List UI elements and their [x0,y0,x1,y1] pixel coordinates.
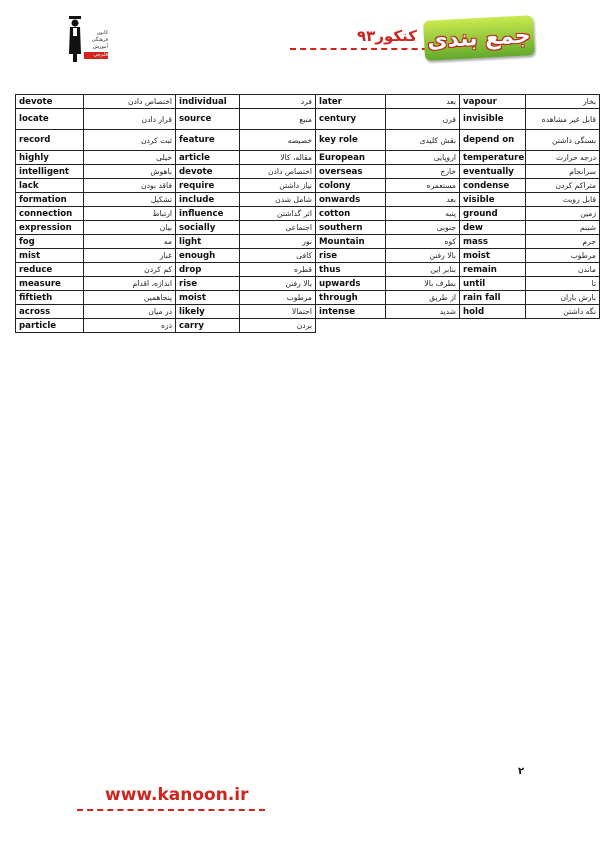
persian-meaning: بنابر این [386,263,460,277]
english-word: socially [176,221,240,235]
english-word: enough [176,249,240,263]
persian-meaning: پنبه [386,207,460,221]
persian-meaning: خیلی [84,151,176,165]
persian-meaning: اختصاص دادن [84,95,176,109]
english-word: colony [316,179,386,193]
persian-meaning: ارتباط [84,207,176,221]
english-word: rise [176,277,240,291]
english-word: measure [16,277,84,291]
english-word: until [460,277,526,291]
english-word: include [176,193,240,207]
persian-meaning: قطره [240,263,316,277]
empty-cell [460,319,526,333]
persian-meaning: جرم [526,235,600,249]
english-word: southern [316,221,386,235]
english-word: connection [16,207,84,221]
persian-meaning: بیان [84,221,176,235]
persian-meaning: جنوبی [386,221,460,235]
persian-meaning: بخار [526,95,600,109]
table-row [16,221,600,235]
table-row [16,249,600,263]
english-word: require [176,179,240,193]
english-word: upwards [316,277,386,291]
english-word: vapour [460,95,526,109]
persian-meaning: قابل رویت [526,193,600,207]
table-row [16,263,600,277]
persian-meaning: پنجاهمین [84,291,176,305]
persian-meaning: از طریق [386,291,460,305]
persian-meaning: نگه داشتن [526,305,600,319]
table-row [16,291,600,305]
logo-brand: قلم‌چی [84,52,108,59]
english-word: locate [16,109,84,130]
table-row [16,95,600,109]
persian-meaning: شدید [386,305,460,319]
persian-meaning: شبنم [526,221,600,235]
persian-meaning: منبع [240,109,316,130]
persian-meaning: غبار [84,249,176,263]
table-row [16,130,600,151]
english-word: rain fall [460,291,526,305]
persian-meaning: مستعمره [386,179,460,193]
english-word: intelligent [16,165,84,179]
english-word: light [176,235,240,249]
english-word: moist [460,249,526,263]
table-row [16,165,600,179]
english-word: through [316,291,386,305]
english-word: likely [176,305,240,319]
english-word: carry [176,319,240,333]
persian-meaning: بطرف بالا [386,277,460,291]
persian-meaning: خصیصه [240,130,316,151]
persian-meaning: بردن [240,319,316,333]
persian-meaning: ثبت کردن [84,130,176,151]
english-word: moist [176,291,240,305]
english-word: particle [16,319,84,333]
persian-meaning: کافی [240,249,316,263]
english-word: invisible [460,109,526,130]
persian-meaning: اندازه، اقدام [84,277,176,291]
table-row [16,277,600,291]
page-header [0,0,600,80]
persian-meaning: باهوش [84,165,176,179]
persian-meaning: مرطوب [240,291,316,305]
english-word: mist [16,249,84,263]
english-word: intense [316,305,386,319]
english-word: hold [460,305,526,319]
persian-meaning: نور [240,235,316,249]
english-word: influence [176,207,240,221]
persian-meaning: بارش باران [526,291,600,305]
english-word: temperature [460,151,526,165]
persian-meaning: نیاز داشتن [240,179,316,193]
persian-meaning: بالا رفتن [386,249,460,263]
persian-meaning: قرار دادن [84,109,176,130]
english-word: remain [460,263,526,277]
vocabulary-table [15,94,600,333]
persian-meaning: تا [526,277,600,291]
english-word: European [316,151,386,165]
table-row [16,305,600,319]
table-row [16,151,600,165]
page-number: ۲ [518,766,525,777]
table-row [16,235,600,249]
persian-meaning: کوه [386,235,460,249]
persian-meaning: در میان [84,305,176,319]
english-word: dew [460,221,526,235]
english-word: reduce [16,263,84,277]
persian-meaning: اختصاص دادن [240,165,316,179]
english-word: record [16,130,84,151]
persian-meaning: خارج [386,165,460,179]
footer-url[interactable]: www.kanoon.ir [105,785,249,805]
english-word: ground [460,207,526,221]
persian-meaning: سرانجام [526,165,600,179]
persian-meaning: ماندن [526,263,600,277]
english-word: lack [16,179,84,193]
persian-meaning: بستگی داشتن [526,130,600,151]
persian-meaning: ذره [84,319,176,333]
persian-meaning: مرطوب [526,249,600,263]
english-word: rise [316,249,386,263]
persian-meaning: شامل شدن [240,193,316,207]
english-word: overseas [316,165,386,179]
english-word: devote [176,165,240,179]
english-word: depend on [460,130,526,151]
english-word: article [176,151,240,165]
english-word: century [316,109,386,130]
english-word: expression [16,221,84,235]
persian-meaning: اجتماعی [240,221,316,235]
english-word: fiftieth [16,291,84,305]
english-word: eventually [460,165,526,179]
persian-meaning: فاقد بودن [84,179,176,193]
table-row [16,193,600,207]
english-word: feature [176,130,240,151]
badge-title: جمع بندی [426,22,532,54]
english-word: visible [460,193,526,207]
english-word: individual [176,95,240,109]
english-word: key role [316,130,386,151]
persian-meaning: اروپایی [386,151,460,165]
english-word: cotton [316,207,386,221]
english-word: highly [16,151,84,165]
english-word: Mountain [316,235,386,249]
persian-meaning: احتمالا [240,305,316,319]
persian-meaning: بالا رفتن [240,277,316,291]
empty-cell [316,319,386,333]
english-word: mass [460,235,526,249]
footer-divider [77,809,265,811]
english-word: onwards [316,193,386,207]
persian-meaning: قرن [386,109,460,130]
table-row [16,109,600,130]
persian-meaning: کم کردن [84,263,176,277]
empty-cell [386,319,460,333]
table-row [16,319,600,333]
graduate-figure-icon [68,14,82,64]
table-row [16,179,600,193]
persian-meaning: زمین [526,207,600,221]
persian-meaning: مقاله، کالا [240,151,316,165]
table-row [16,207,600,221]
logo-text: کانون فرهنگی آموزش قلم‌چی [84,30,108,59]
persian-meaning: اثر گذاشتن [240,207,316,221]
persian-meaning: تشکیل [84,193,176,207]
english-word: thus [316,263,386,277]
persian-meaning: بعد [386,95,460,109]
english-word: drop [176,263,240,277]
empty-cell [526,319,600,333]
kanoon-logo [68,14,108,70]
persian-meaning: بعد [386,193,460,207]
persian-meaning: قابل غیر مشاهده [526,109,600,130]
english-word: across [16,305,84,319]
english-word: condense [460,179,526,193]
english-word: devote [16,95,84,109]
english-word: source [176,109,240,130]
persian-meaning: مه [84,235,176,249]
header-badge [423,15,535,61]
english-word: fog [16,235,84,249]
english-word: formation [16,193,84,207]
persian-meaning: نقش کلیدی [386,130,460,151]
english-word: later [316,95,386,109]
persian-meaning: درجه حرارت [526,151,600,165]
persian-meaning: متراکم کردن [526,179,600,193]
header-subtitle: کنکور۹۳ [357,27,417,45]
persian-meaning: فرد [240,95,316,109]
